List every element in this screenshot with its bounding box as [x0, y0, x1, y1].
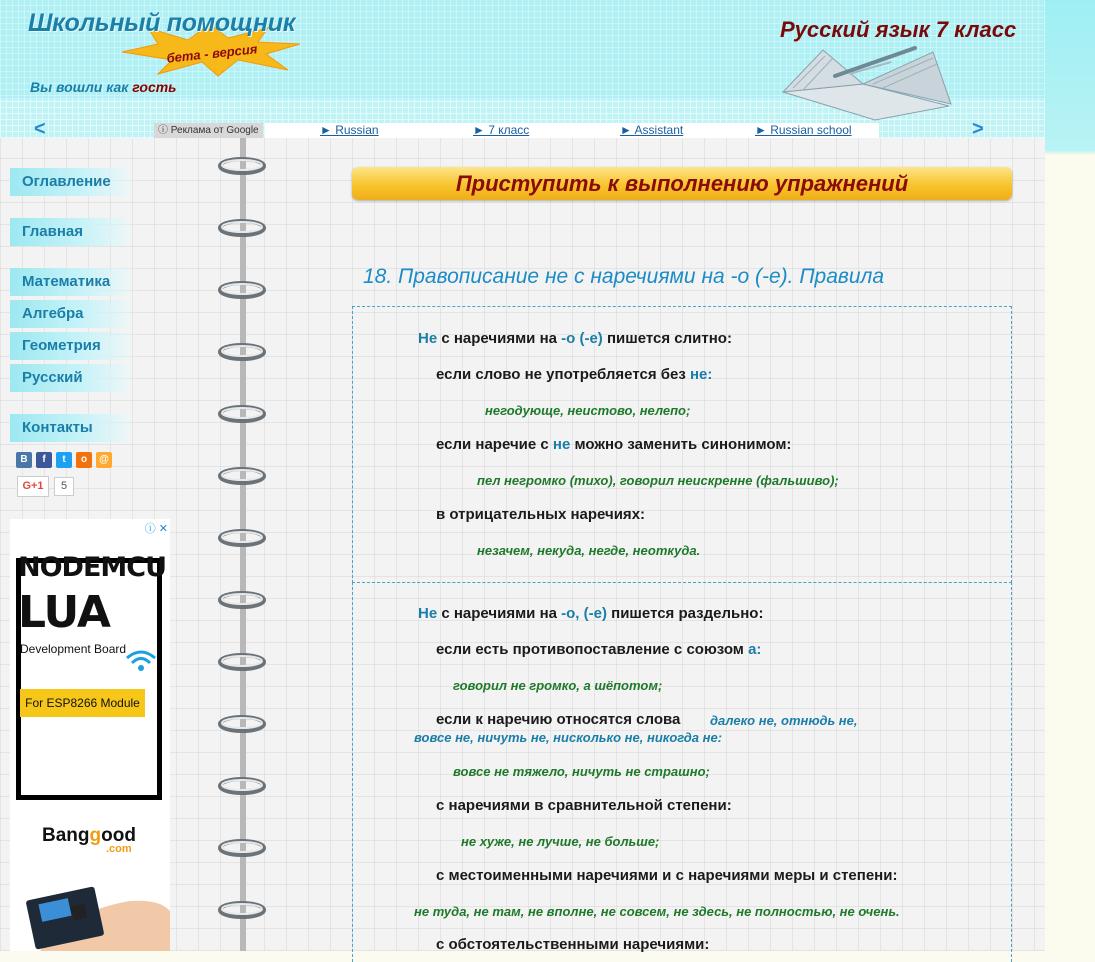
sidebar-item-home[interactable]: Главная [10, 218, 130, 246]
s2-head-ne: Не [418, 605, 438, 622]
ad-link-russian[interactable]: ► Russian [320, 123, 379, 137]
site-title[interactable]: Школьный помощник [28, 9, 296, 37]
page-title: 18. Правописание не с наречиями на -о (-е). Правила [363, 265, 885, 288]
facebook-icon[interactable]: f [36, 452, 52, 468]
ad-line-devboard: Development Board [20, 642, 127, 656]
s1-rule3: в отрицательных наречиях: [436, 506, 646, 523]
s1-rule2-ne: не [552, 436, 571, 453]
s1-rule1-ne: не: [689, 366, 713, 383]
s1-head-ne: Не [418, 330, 438, 347]
brand-part-a: Bang [42, 825, 90, 846]
hand-holding-board-image [10, 871, 170, 951]
s2-rule2-words1: далеко не, отнюдь не, [710, 713, 858, 728]
sidebar-item-russian[interactable]: Русский [10, 364, 130, 392]
sidebar-item-algebra[interactable]: Алгебра [10, 300, 130, 328]
s2-rule4: с местоименными наречиями и с наречиями меры и степени: [436, 867, 898, 884]
s2-example4: не туда, не там, не вполне, не совсем, не здесь, не полностью, не очень. [414, 904, 900, 919]
start-exercises-button[interactable]: Приступить к выполнению упражнений [352, 167, 1012, 200]
twitter-icon[interactable]: t [56, 452, 72, 468]
ad-google-label[interactable] [154, 123, 263, 138]
brand-part-c: ood [101, 825, 136, 846]
s1-head-mid: с наречиями на [437, 330, 562, 347]
subject-title: Русский язык 7 класс [780, 17, 1017, 42]
ad-close-icon[interactable]: ⓘ ✕ [144, 523, 168, 535]
s2-example1: говорил не громко, а шёпотом; [453, 678, 663, 693]
s2-head-suffix: -о, (-е) [561, 605, 607, 622]
ad-link-russian-school[interactable]: ► Russian school [755, 123, 852, 137]
s2-rule3: с наречиями в сравнительной степени: [436, 797, 732, 814]
s1-rule2-a: если наречие с [436, 436, 553, 453]
s2-example2: вовсе не тяжело, ничуть не страшно; [453, 764, 710, 779]
s2-head-mid: с наречиями на [437, 605, 562, 622]
sidebar-item-geometry[interactable]: Геометрия [10, 332, 130, 360]
s1-rule1 [436, 366, 712, 383]
s2-rule1-a: а: [748, 641, 762, 658]
notebook-spiral [218, 138, 268, 951]
gplus-count: 5 [54, 477, 74, 496]
s2-head-tail: пишется раздельно: [606, 605, 764, 622]
s1-example2: пел негромко (тихо), говорил неискренне (фальшиво); [477, 473, 839, 488]
login-status [30, 79, 177, 95]
s1-rule2-b: можно заменить синонимом: [570, 436, 792, 453]
ad-google-text: Реклама от Google [170, 125, 259, 136]
sidebar-ad[interactable] [10, 519, 170, 951]
login-user: гость [132, 79, 177, 95]
vk-icon[interactable]: В [16, 452, 32, 468]
login-prefix: Вы вошли как [30, 79, 129, 95]
open-book-icon [763, 44, 955, 122]
ad-link-7-class[interactable]: ► 7 класс [473, 123, 530, 137]
banggood-com: .com [106, 843, 132, 855]
brand-part-b: g [89, 825, 102, 846]
s2-rule1-text: если есть противопоставление с союзом [436, 641, 749, 658]
sidebar-item-contacts[interactable]: Контакты [10, 414, 130, 442]
s2-rule2: если к наречию относятся слова [436, 711, 681, 728]
beta-label: бета - версия [165, 41, 259, 66]
right-background-strip [1045, 0, 1095, 951]
wifi-icon [124, 647, 158, 673]
section2-heading [418, 605, 763, 622]
s1-example3: незачем, некуда, негде, неоткуда. [477, 543, 701, 558]
mailru-icon[interactable]: @ [96, 452, 112, 468]
s2-rule5: с обстоятельственными наречиями: [436, 936, 710, 953]
social-share-bar [16, 452, 112, 468]
gplus-button[interactable]: G+1 [17, 476, 49, 497]
s1-example1: негодующе, неистово, нелепо; [485, 403, 691, 418]
ad-links-bar [265, 123, 879, 138]
ad-prev-arrow-icon[interactable]: < [34, 118, 46, 140]
s2-example3: не хуже, не лучше, не больше; [461, 834, 660, 849]
section1-heading [418, 330, 732, 347]
ad-line-lua: LUA [18, 587, 110, 638]
ad-next-arrow-icon[interactable]: > [972, 118, 984, 140]
s2-rule2-words2: вовсе не, ничуть не, нисколько не, никогда не: [414, 730, 723, 745]
s1-head-tail: пишется слитно: [602, 330, 732, 347]
ad-line-nodemcu: NODEMCU [18, 552, 167, 583]
s1-rule2 [436, 436, 791, 453]
ad-line-esp: For ESP8266 Module [20, 689, 145, 717]
s2-rule1 [436, 641, 761, 658]
sidebar-item-contents[interactable]: Оглавление [10, 168, 130, 196]
ad-link-assistant[interactable]: ► Assistant [620, 123, 684, 137]
info-icon: ⓘ [158, 125, 171, 136]
s1-head-suffix: -о (-е) [561, 330, 603, 347]
sidebar-item-math[interactable]: Математика [10, 268, 130, 296]
odnoklassniki-icon[interactable]: o [76, 452, 92, 468]
s1-rule1-text: если слово не употребляется без [436, 366, 690, 383]
